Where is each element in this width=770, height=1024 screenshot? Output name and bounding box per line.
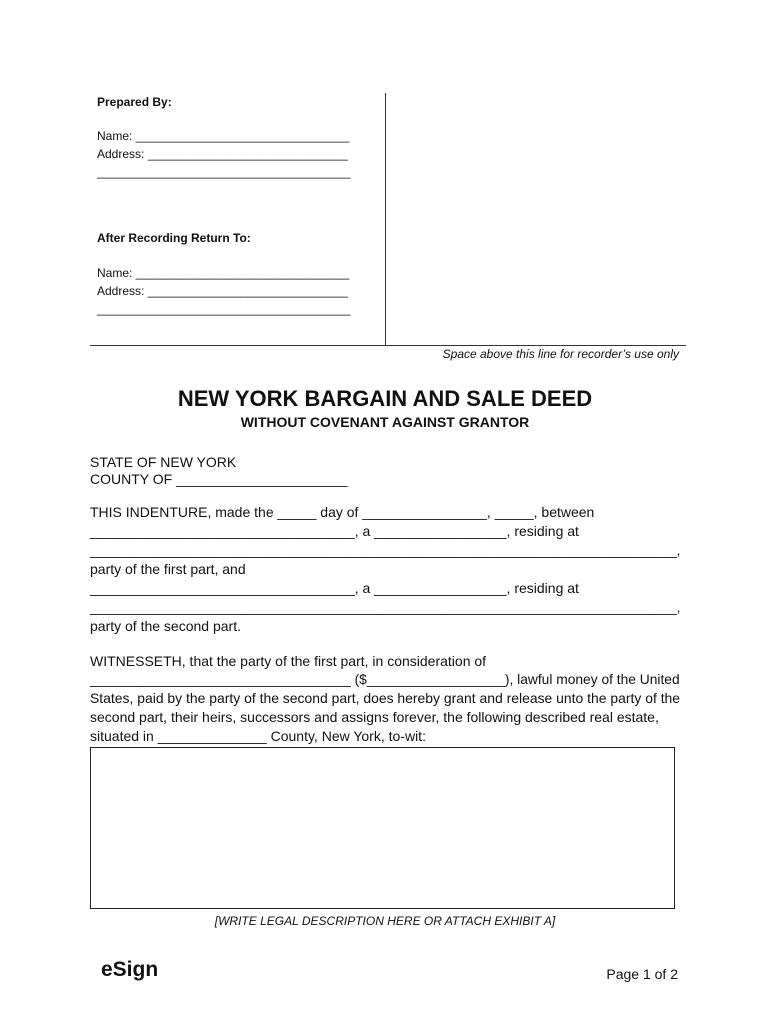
header-vertical-divider bbox=[385, 93, 386, 345]
return-to-blank-line: ______________________________________ bbox=[97, 302, 351, 316]
witnesseth-line-3: States, paid by the party of the second part, does hereby grant and release unto the party of the bbox=[90, 690, 681, 706]
indenture-line-3: __________________________________________________________________________________, bbox=[90, 542, 681, 558]
indenture-line-1: THIS INDENTURE, made the _____ day of ________________, _____, between bbox=[90, 504, 595, 520]
return-to-name-line: Name: ________________________________ bbox=[97, 266, 350, 280]
state-line: STATE OF NEW YORK bbox=[90, 454, 237, 470]
document-title: NEW YORK BARGAIN AND SALE DEED bbox=[177, 386, 593, 411]
esign-logo: eSign bbox=[101, 958, 159, 981]
indenture-line-6: __________________________________________________________________________________, bbox=[90, 599, 681, 615]
recorder-note: Space above this line for recorder’s use only bbox=[442, 347, 679, 361]
witnesseth-line-2: __________________________________ ($__________________), lawful money of the United bbox=[90, 671, 680, 687]
return-to-label: After Recording Return To: bbox=[97, 231, 251, 245]
return-to-address-line: Address: ______________________________ bbox=[97, 284, 348, 298]
recorder-divider-line bbox=[90, 345, 686, 346]
prepared-by-label: Prepared By: bbox=[97, 95, 172, 109]
page-number: Page 1 of 2 bbox=[606, 966, 678, 982]
legal-description-caption: [WRITE LEGAL DESCRIPTION HERE OR ATTACH EXHIBIT A] bbox=[214, 914, 556, 928]
indenture-line-5: __________________________________, a _________________, residing at bbox=[90, 580, 579, 596]
prepared-by-blank-line: ______________________________________ bbox=[97, 165, 351, 179]
indenture-line-7: party of the second part. bbox=[90, 618, 241, 634]
prepared-by-address-line: Address: ______________________________ bbox=[97, 147, 348, 161]
legal-description-box[interactable] bbox=[90, 747, 675, 909]
witnesseth-line-4: second part, their heirs, successors and assigns forever, the following described real estate, bbox=[90, 709, 659, 725]
witnesseth-line-5: situated in ______________ County, New York, to-wit: bbox=[90, 728, 426, 744]
indenture-line-2: __________________________________, a _________________, residing at bbox=[90, 523, 579, 539]
county-line: COUNTY OF ______________________ bbox=[90, 471, 348, 487]
witnesseth-line-1: WITNESSETH, that the party of the first part, in consideration of bbox=[90, 653, 487, 669]
indenture-line-4: party of the first part, and bbox=[90, 561, 246, 577]
document-subtitle: WITHOUT COVENANT AGAINST GRANTOR bbox=[240, 414, 530, 430]
prepared-by-name-line: Name: ________________________________ bbox=[97, 129, 350, 143]
